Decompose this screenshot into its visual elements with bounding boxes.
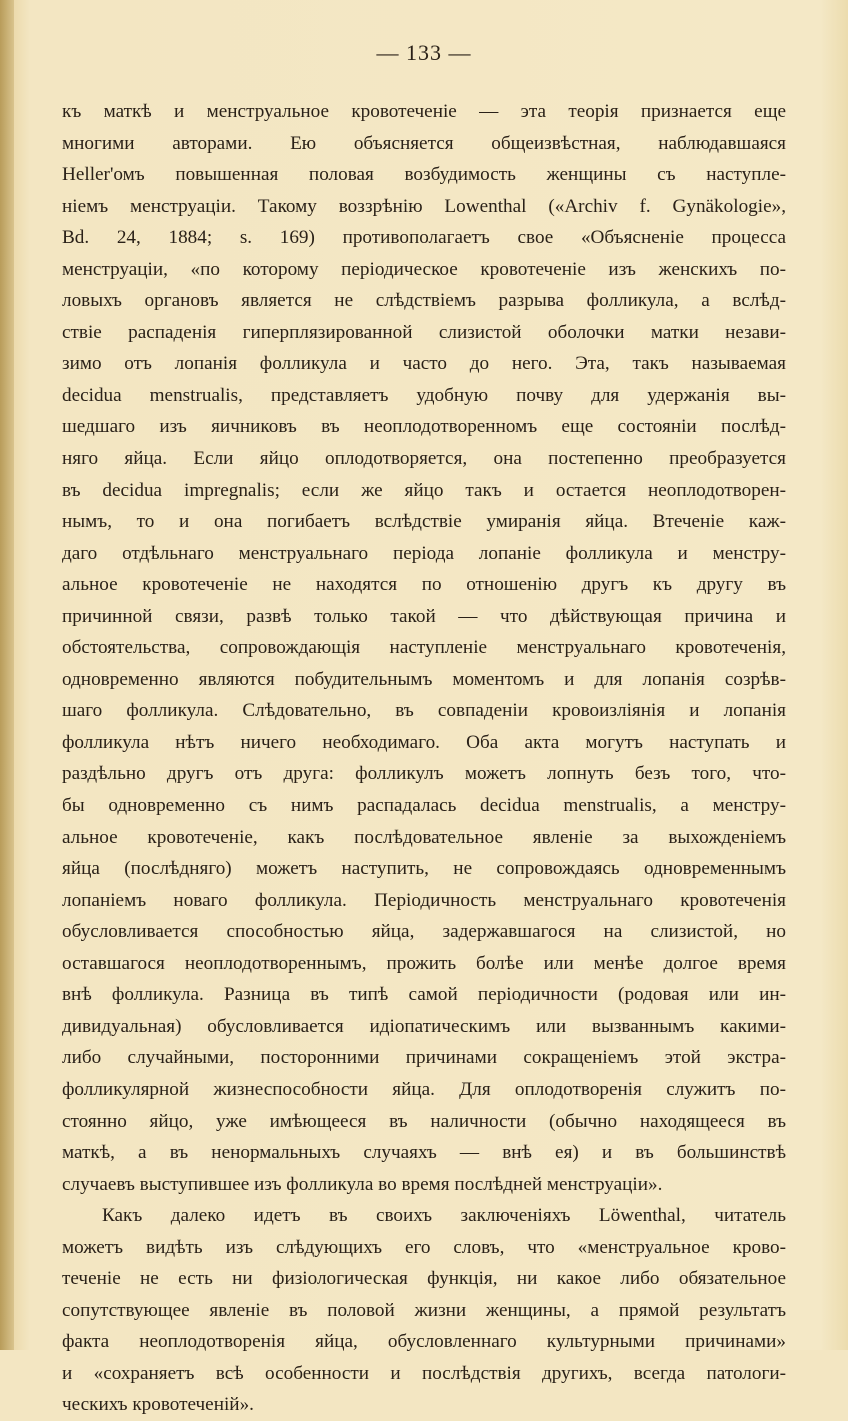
text-line: можетъ видѣть изъ слѣдующихъ его словъ, что «менструальное крово- (62, 1236, 786, 1258)
text-line: зимо отъ лопанія фолликула и часто до него. Эта, такъ называемая (62, 353, 786, 375)
text-line: случаевъ выступившее изъ фолликула во время послѣдней менструаціи». (62, 1173, 663, 1195)
text-line: ствіе распаденія гиперплязированной слизистой оболочки матки незави- (62, 321, 786, 343)
paragraph (62, 1200, 786, 1421)
text-line: фолликулярной жизнеспособности яйца. Для оплодотворенія служитъ по- (62, 1078, 786, 1100)
text-line: сопутствующее явленіе въ половой жизни женщины, а прямой результатъ (62, 1299, 786, 1321)
text-line: шаго фолликула. Слѣдовательно, въ совпаденіи кровоизліянія и лопанія (62, 700, 786, 722)
text-line: оставшагося неоплодотвореннымъ, прожить болѣе или менѣе долгое время (62, 952, 786, 974)
text-line: теченіе не есть ни физіологическая функція, ни какое либо обязательное (62, 1268, 786, 1290)
text-line: обусловливается способностью яйца, задержавшагося на слизистой, но (62, 921, 786, 943)
text-line: раздѣльно другъ отъ друга: фолликулъ можетъ лопнуть безъ того, что- (62, 763, 786, 785)
text-line: дивидуальная) обусловливается идіопатическимъ или вызваннымъ какими- (62, 1015, 786, 1037)
text-line: даго отдѣльнаго менструальнаго періода лопаніе фолликула и менстру- (62, 542, 786, 564)
body-text (62, 96, 786, 1421)
text-line: и «сохраняетъ всѣ особенности и послѣдствія другихъ, всегда патологи- (62, 1362, 786, 1384)
text-line: Bd. 24, 1884; s. 169) противополагаетъ свое «Объясненіе процесса (62, 227, 786, 249)
text-line: Heller'омъ повышенная половая возбудимость женщины съ наступле- (62, 164, 786, 186)
text-line: внѣ фолликула. Разница въ типѣ самой періодичности (родовая или ин- (62, 984, 786, 1006)
paragraph (62, 96, 786, 1200)
text-line: либо случайными, посторонними причинами сокращеніемъ этой экстра- (62, 1047, 786, 1069)
text-line: Какъ далеко идетъ въ своихъ заключеніяхъ Löwenthal, читатель (102, 1205, 786, 1227)
text-line: къ маткѣ и менструальное кровотеченіе — эта теорія признается еще (62, 101, 786, 122)
text-line: маткѣ, а въ ненормальныхъ случаяхъ — внѣ ея) и въ большинствѣ (62, 1142, 786, 1164)
text-line: шедшаго изъ яичниковъ въ неоплодотворенномъ еще состояніи послѣд- (62, 416, 786, 438)
text-line: нымъ, то и она погибаетъ вслѣдствіе умиранія яйца. Втеченіе каж- (62, 511, 786, 533)
text-line: фолликула нѣтъ ничего необходимаго. Оба акта могутъ наступать и (62, 731, 786, 753)
text-line: причинной связи, развѣ только такой — что дѣйствующая причина и (62, 605, 786, 627)
text-line: decidua menstrualis, представляетъ удобную почву для удержанія вы- (62, 384, 786, 406)
text-line: многими авторами. Ею объясняется общеизвѣстная, наблюдавшаяся (62, 132, 786, 154)
text-line: факта неоплодотворенія яйца, обусловленнаго культурными причинами» (62, 1331, 786, 1353)
text-line: альное кровотеченіе не находятся по отношенію другъ къ другу въ (62, 574, 786, 596)
text-line: няго яйца. Если яйцо оплодотворяется, она постепенно преобразуется (62, 448, 786, 470)
text-line: ческихъ кровотеченій». (62, 1394, 254, 1416)
text-line: бы одновременно съ нимъ распадалась decidua menstrualis, а менстру- (62, 795, 786, 817)
page-binding-edge (0, 0, 14, 1350)
text-line: ловыхъ органовъ является не слѣдствіемъ разрыва фолликула, а вслѣд- (62, 290, 786, 312)
text-line: менструаціи, «по которому періодическое кровотеченіе изъ женскихъ по- (62, 258, 786, 280)
text-line: альное кровотеченіе, какъ послѣдовательное явленіе за выхожденіемъ (62, 826, 786, 848)
page-number: — 133 — (376, 40, 472, 65)
text-line: въ decidua impregnalis; если же яйцо такъ и остается неоплодотворен- (62, 479, 786, 501)
text-line: обстоятельства, сопровождающія наступленіе менструальнаго кровотеченія, (62, 637, 786, 659)
text-line: лопаніемъ новаго фолликула. Періодичность менструальнаго кровотеченія (62, 889, 786, 911)
text-line: стоянно яйцо, уже имѣющееся въ наличности (обычно находящееся въ (62, 1110, 786, 1132)
text-line: яйца (послѣдняго) можетъ наступить, не сопровождаясь одновременнымъ (62, 858, 786, 880)
text-line: ніемъ менструаціи. Такому воззрѣнію Lowenthal («Archiv f. Gynäkologie», (62, 195, 786, 217)
text-line: одновременно являются побудительнымъ моментомъ и для лопанія созрѣв- (62, 668, 786, 690)
